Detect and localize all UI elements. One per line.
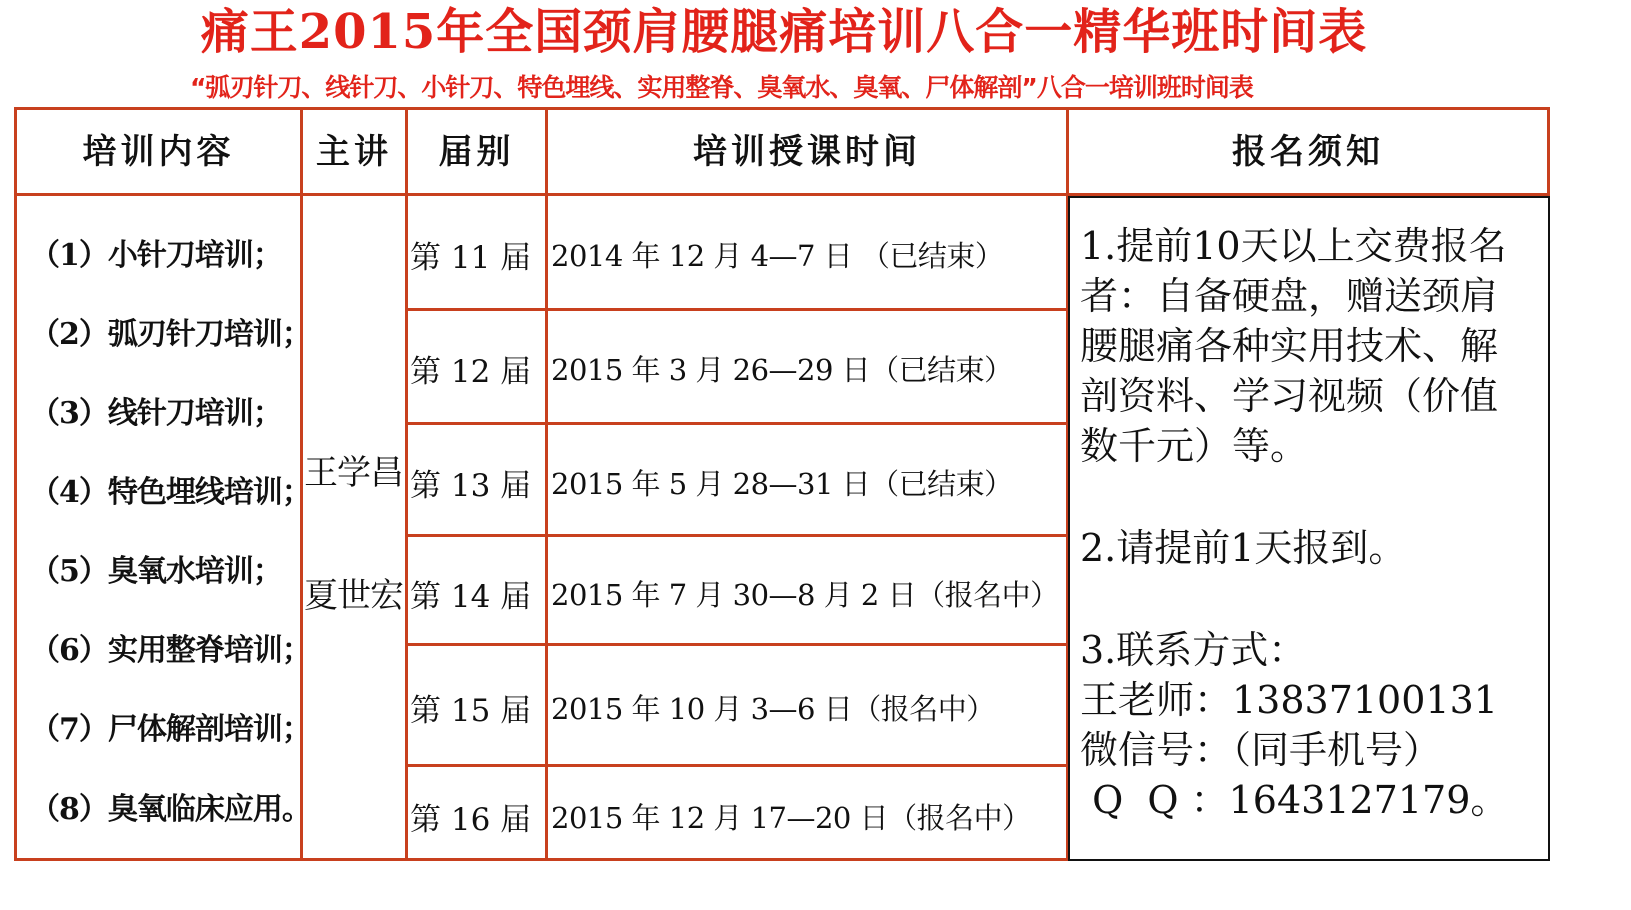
- content-item: （7）尸体解剖培训；: [30, 712, 311, 747]
- session-date: 2015 年 3 月 26—29 日（已结束）: [551, 353, 1013, 387]
- session-date: 2015 年 5 月 28—31 日（已结束）: [551, 467, 1013, 501]
- content-item: （6）实用整脊培训；: [30, 633, 311, 668]
- header-lecturer: 主讲: [316, 132, 392, 172]
- row-divider: [405, 764, 1069, 767]
- session-date: 2015 年 10 月 3—6 日（报名中）: [551, 692, 995, 726]
- row-divider: [405, 422, 1069, 425]
- contact-teacher: 王老师：13837100131: [1080, 678, 1498, 722]
- column-divider: [545, 107, 548, 861]
- session-date: 2015 年 7 月 30—8 月 2 日（报名中）: [551, 578, 1059, 612]
- notice-line: 3.联系方式：: [1080, 628, 1307, 672]
- session-label: 第 13 届: [410, 468, 532, 504]
- notice-line: 剖资料、学习视频（价值: [1080, 374, 1499, 418]
- notice-line: 数千元）等。: [1080, 424, 1309, 468]
- session-date: 2015 年 12 月 17—20 日（报名中）: [551, 801, 1031, 835]
- session-label: 第 11 届: [410, 240, 532, 276]
- header-notice: 报名须知: [1232, 132, 1384, 172]
- notice-line: 腰腿痛各种实用技术、解: [1080, 324, 1499, 368]
- notice-line: 1.提前10天以上交费报名: [1080, 224, 1507, 268]
- notice-line: 者：自备硬盘，赠送颈肩: [1080, 274, 1499, 318]
- page-title: 痛王2015年全国颈肩腰腿痛培训八合一精华班时间表: [200, 4, 1368, 60]
- session-date: 2014 年 12 月 4—7 日 （已结束）: [551, 239, 1004, 273]
- content-item: （1）小针刀培训；: [30, 238, 282, 273]
- row-divider: [405, 308, 1069, 311]
- content-item: （4）特色埋线培训；: [30, 475, 311, 510]
- session-label: 第 12 届: [410, 354, 532, 390]
- content-item: （8）臭氧临床应用。: [30, 792, 311, 827]
- row-divider: [405, 643, 1069, 646]
- header-time: 培训授课时间: [693, 132, 921, 172]
- lecturer-name: 王学昌: [304, 453, 403, 493]
- header-content: 培训内容: [82, 132, 235, 172]
- content-item: （5）臭氧水培训；: [30, 554, 282, 589]
- session-label: 第 15 届: [410, 693, 532, 729]
- content-item: （2）弧刃针刀培训；: [30, 317, 311, 352]
- session-label: 第 14 届: [410, 579, 532, 615]
- header-session: 届别: [438, 132, 515, 172]
- notice-line: 2.请提前1天报到。: [1080, 526, 1407, 570]
- session-label: 第 16 届: [410, 802, 532, 838]
- lecturer-name: 夏世宏: [304, 576, 403, 616]
- content-item: （3）线针刀培训；: [30, 396, 282, 431]
- row-divider: [405, 534, 1069, 537]
- page-subtitle: “弧刃针刀、线针刀、小针刀、特色埋线、实用整脊、臭氧水、臭氧、尸体解剖”八合一培训班时间表: [190, 73, 1253, 102]
- contact-qq: Q Q ：1643127179。: [1080, 778, 1509, 822]
- contact-wechat: 微信号：（同手机号）: [1080, 728, 1442, 772]
- column-divider: [405, 107, 408, 861]
